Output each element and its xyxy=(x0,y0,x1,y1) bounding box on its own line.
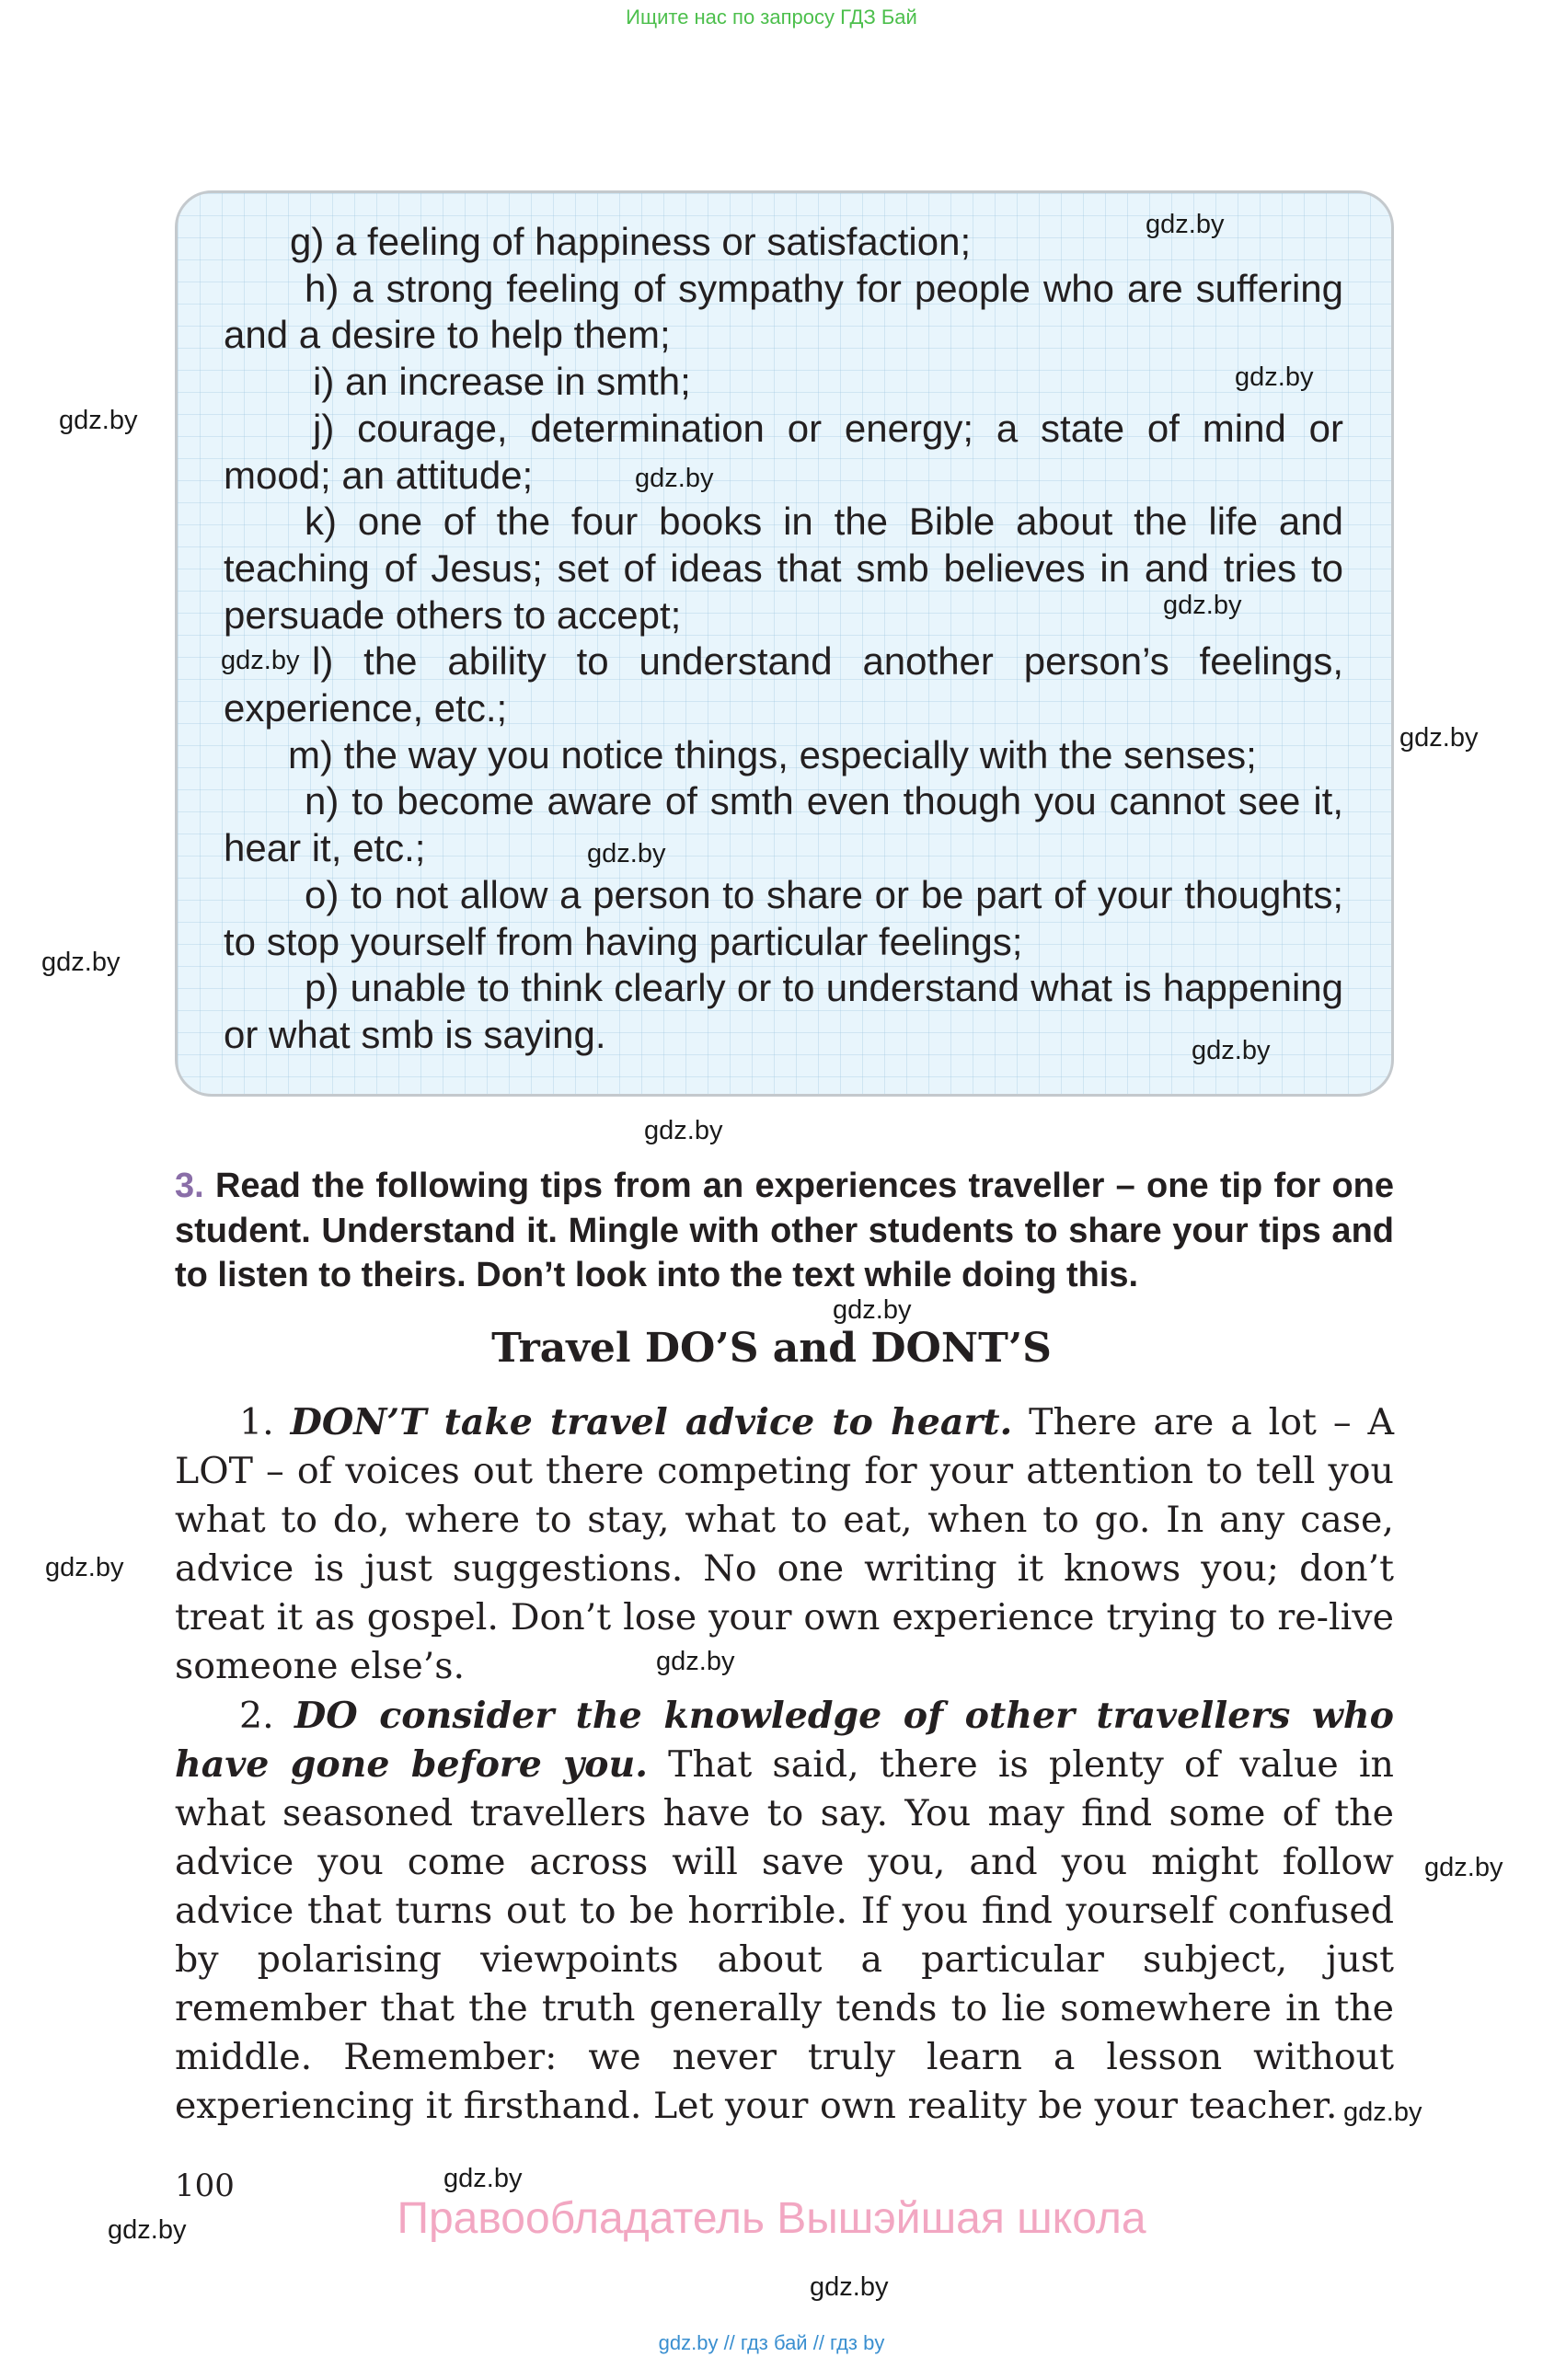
exercise-number: 3. xyxy=(175,1167,204,1205)
watermark: gdz.by xyxy=(810,2272,889,2302)
definition-l: l) the ability to understand another person’s feelings, experience, etc.; xyxy=(224,639,1343,730)
definition-o: o) to not allow a person to share or be part of your thoughts; to stop yourself from having particular feelings; xyxy=(224,872,1343,963)
top-banner[interactable]: Ищите нас по запросу ГДЗ Бай xyxy=(626,6,917,29)
watermark: gdz.by xyxy=(41,948,121,977)
tip-lead: DO consider the knowledge of other travellers who have gone before you. xyxy=(175,1694,1394,1786)
definition-j: j) courage, determination or energy; a state of mind or mood; an attitude; xyxy=(224,406,1343,497)
copyright-notice: Правообладатель Вышэйшая школа xyxy=(397,2194,1146,2243)
tip-1 xyxy=(175,1398,1394,1692)
tip-lead: DON’T take travel advice to heart. xyxy=(290,1401,1013,1443)
definition-m: m) the way you notice things, especially with the senses; xyxy=(288,732,1257,776)
watermark: gdz.by xyxy=(443,2164,523,2193)
exercise-text: Read the following tips from an experiences traveller – one tip for one student. Understand it. Mingle with other students to share your tips and to listen to theirs. Don’t look into the text while doing this. xyxy=(175,1167,1394,1295)
tip-body: That said, there is plenty of value in what seasoned travellers have to say. You may find some of the advice you come across will save you, and you might follow advice that turns out to be horrible. If you find yourself confused by polarising viewpoints about a particular subject, just remember that the truth generally tends to lie somewhere in the middle. Remember: we never truly learn a lesson without experiencing it firsthand. Let your own reality be your teacher. xyxy=(175,1742,1394,2128)
watermark: gdz.by xyxy=(1399,723,1479,753)
watermark: gdz.by xyxy=(656,1647,735,1676)
tip-number: 1. xyxy=(239,1401,274,1443)
watermark: gdz.by xyxy=(1146,210,1225,239)
watermark: gdz.by xyxy=(1343,2098,1422,2127)
watermark: gdz.by xyxy=(59,406,138,435)
watermark: gdz.by xyxy=(635,464,714,493)
watermark: gdz.by xyxy=(1235,362,1314,392)
watermark: gdz.by xyxy=(644,1116,723,1145)
exercise-instruction xyxy=(175,1164,1394,1298)
watermark: gdz.by xyxy=(833,1295,912,1325)
footer-links[interactable]: gdz.by // гдз бай // гдз by xyxy=(658,2331,885,2354)
watermark: gdz.by xyxy=(221,646,300,675)
watermark: gdz.by xyxy=(45,1553,124,1582)
watermark: gdz.by xyxy=(108,2215,187,2245)
watermark: gdz.by xyxy=(1192,1036,1271,1065)
page-number: 100 xyxy=(175,2167,235,2204)
definition-i: i) an increase in smth; xyxy=(313,360,691,404)
definitions-list xyxy=(224,219,1343,1059)
reading-text xyxy=(175,1398,1394,2131)
definition-k: k) one of the four books in the Bible about the life and teaching of Jesus; set of ideas that smb believes in and tries to persuade others to accept; xyxy=(224,500,1343,637)
definition-h: h) a strong feeling of sympathy for people who are suffering and a desire to help them; xyxy=(224,266,1343,357)
tip-number: 2. xyxy=(239,1694,274,1737)
watermark: gdz.by xyxy=(1163,591,1242,620)
definition-g: g) a feeling of happiness or satisfaction; xyxy=(290,220,972,263)
definition-p: p) unable to think clearly or to understand what is happening or what smb is saying. xyxy=(224,966,1343,1056)
watermark: gdz.by xyxy=(1424,1853,1503,1882)
tip-body: There are a lot – A LOT – of voices out there competing for your attention to tell you what to do, where to stay, what to eat, when to go. In any case, advice is just suggestions. No one writing it knows you; don’t treat it as gospel. Don’t lose your own experience trying to re-live someone else’s. xyxy=(175,1401,1395,1688)
tip-2 xyxy=(175,1692,1394,2132)
watermark: gdz.by xyxy=(587,839,666,868)
reading-title: Travel DO’S and DONT’S xyxy=(491,1325,1052,1372)
definition-n: n) to become aware of smth even though you cannot see it, hear it, etc.; xyxy=(224,779,1343,870)
